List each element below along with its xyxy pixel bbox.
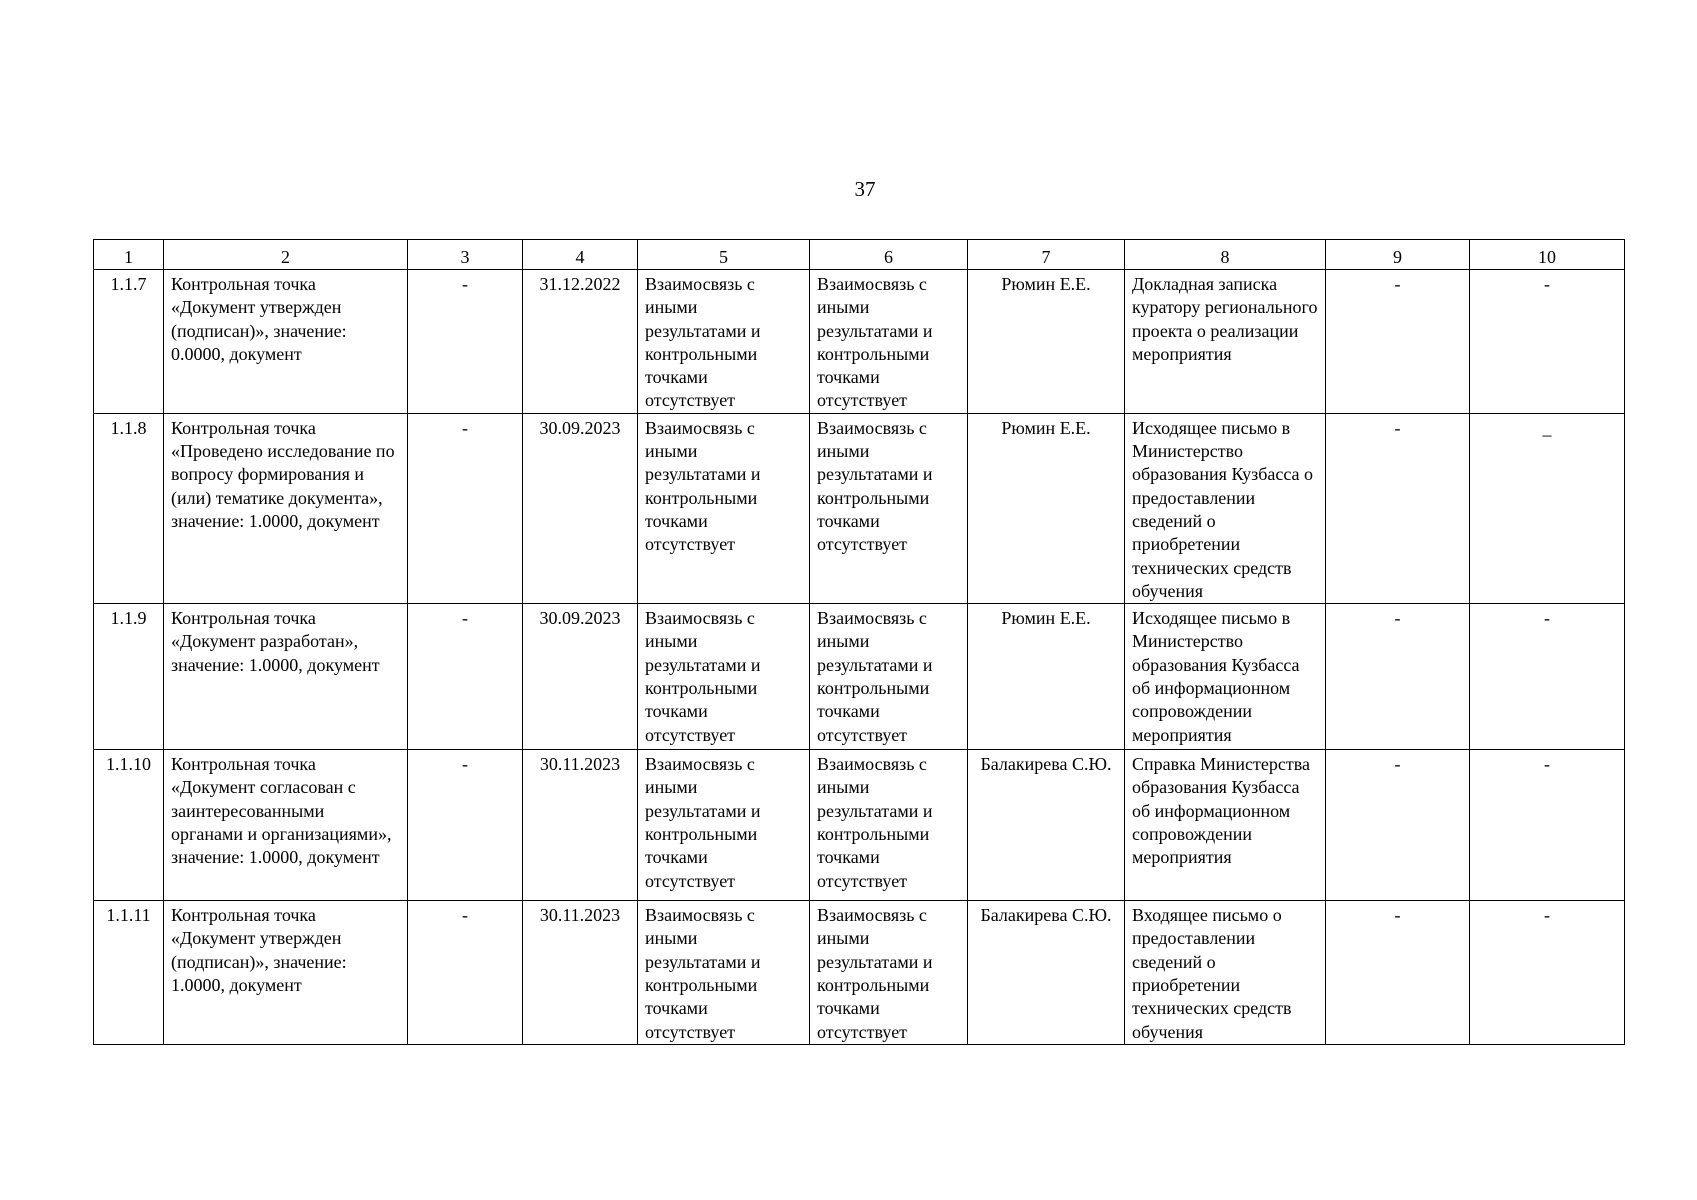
column-9-cell: - (1326, 604, 1470, 750)
control-point-name-cell: Контрольная точка «Документ разработан», значение: 1.0000, документ (164, 604, 408, 750)
column-9-cell: - (1326, 270, 1470, 414)
control-point-name-cell: Контрольная точка «Документ согласован с заинтересованными органами и организациями», значение: 1.0000, документ (164, 750, 408, 901)
column-10-cell: - (1470, 604, 1625, 750)
date-cell: 30.09.2023 (523, 604, 638, 750)
responsible-person-cell: Рюмин Е.Е. (968, 270, 1125, 414)
date-cell: 31.12.2022 (523, 270, 638, 414)
date-cell: 30.11.2023 (523, 750, 638, 901)
document-type-cell: Докладная записка куратору регионального проекта о реализации мероприятия (1125, 270, 1326, 414)
column-9-cell: - (1326, 750, 1470, 901)
relationship-cell-2: Взаимосвязь с иными результатами и контрольными точками отсутствует (810, 750, 968, 901)
column-3-cell: - (408, 750, 523, 901)
header-row (94, 240, 1625, 270)
column-10-cell: - (1470, 901, 1625, 1045)
control-points-table (93, 239, 1625, 1045)
relationship-cell: Взаимосвязь с иными результатами и контрольными точками отсутствует (638, 413, 810, 603)
table-row (94, 604, 1625, 750)
document-type-cell: Исходящее письмо в Министерство образования Кузбасса об информационном сопровождении мероприятия (1125, 604, 1326, 750)
column-3-cell: - (408, 604, 523, 750)
document-type-cell: Исходящее письмо в Министерство образования Кузбасса о предоставлении сведений о приобретении технических средств обучения (1125, 413, 1326, 603)
row-number-cell: 1.1.11 (94, 901, 164, 1045)
table-row (94, 270, 1625, 414)
column-header-9: 9 (1326, 240, 1470, 270)
table-body (94, 270, 1625, 1045)
column-10-cell: _ (1470, 413, 1625, 603)
control-point-name-cell: Контрольная точка «Проведено исследование по вопросу формирования и (или) тематике документа», значение: 1.0000, документ (164, 413, 408, 603)
responsible-person-cell: Балакирева С.Ю. (968, 901, 1125, 1045)
row-number-cell: 1.1.7 (94, 270, 164, 414)
column-header-10: 10 (1470, 240, 1625, 270)
column-header-1: 1 (94, 240, 164, 270)
page-number: 37 (854, 177, 876, 201)
relationship-cell-2: Взаимосвязь с иными результатами и контрольными точками отсутствует (810, 604, 968, 750)
relationship-cell: Взаимосвязь с иными результатами и контрольными точками отсутствует (638, 270, 810, 414)
table-row (94, 750, 1625, 901)
document-type-cell: Справка Министерства образования Кузбасса об информационном сопровождении мероприятия (1125, 750, 1326, 901)
control-point-name-cell: Контрольная точка «Документ утвержден (подписан)», значение: 0.0000, документ (164, 270, 408, 414)
column-3-cell: - (408, 270, 523, 414)
row-number-cell: 1.1.8 (94, 413, 164, 603)
column-header-7: 7 (968, 240, 1125, 270)
column-3-cell: - (408, 413, 523, 603)
responsible-person-cell: Рюмин Е.Е. (968, 604, 1125, 750)
column-header-3: 3 (408, 240, 523, 270)
column-9-cell: - (1326, 901, 1470, 1045)
relationship-cell-2: Взаимосвязь с иными результатами и контрольными точками отсутствует (810, 270, 968, 414)
control-point-name-cell: Контрольная точка «Документ утвержден (подписан)», значение: 1.0000, документ (164, 901, 408, 1045)
date-cell: 30.11.2023 (523, 901, 638, 1045)
column-10-cell: - (1470, 270, 1625, 414)
row-number-cell: 1.1.9 (94, 604, 164, 750)
responsible-person-cell: Рюмин Е.Е. (968, 413, 1125, 603)
relationship-cell-2: Взаимосвязь с иными результатами и контрольными точками отсутствует (810, 413, 968, 603)
column-header-6: 6 (810, 240, 968, 270)
date-cell: 30.09.2023 (523, 413, 638, 603)
column-header-2: 2 (164, 240, 408, 270)
column-3-cell: - (408, 901, 523, 1045)
relationship-cell: Взаимосвязь с иными результатами и контрольными точками отсутствует (638, 901, 810, 1045)
row-number-cell: 1.1.10 (94, 750, 164, 901)
column-10-cell: - (1470, 750, 1625, 901)
column-header-8: 8 (1125, 240, 1326, 270)
table-row (94, 901, 1625, 1045)
table-row (94, 413, 1625, 603)
column-9-cell: - (1326, 413, 1470, 603)
responsible-person-cell: Балакирева С.Ю. (968, 750, 1125, 901)
relationship-cell-2: Взаимосвязь с иными результатами и контрольными точками отсутствует (810, 901, 968, 1045)
relationship-cell: Взаимосвязь с иными результатами и контрольными точками отсутствует (638, 750, 810, 901)
document-type-cell: Входящее письмо о предоставлении сведений о приобретении технических средств обучения (1125, 901, 1326, 1045)
column-header-4: 4 (523, 240, 638, 270)
column-header-5: 5 (638, 240, 810, 270)
relationship-cell: Взаимосвязь с иными результатами и контрольными точками отсутствует (638, 604, 810, 750)
